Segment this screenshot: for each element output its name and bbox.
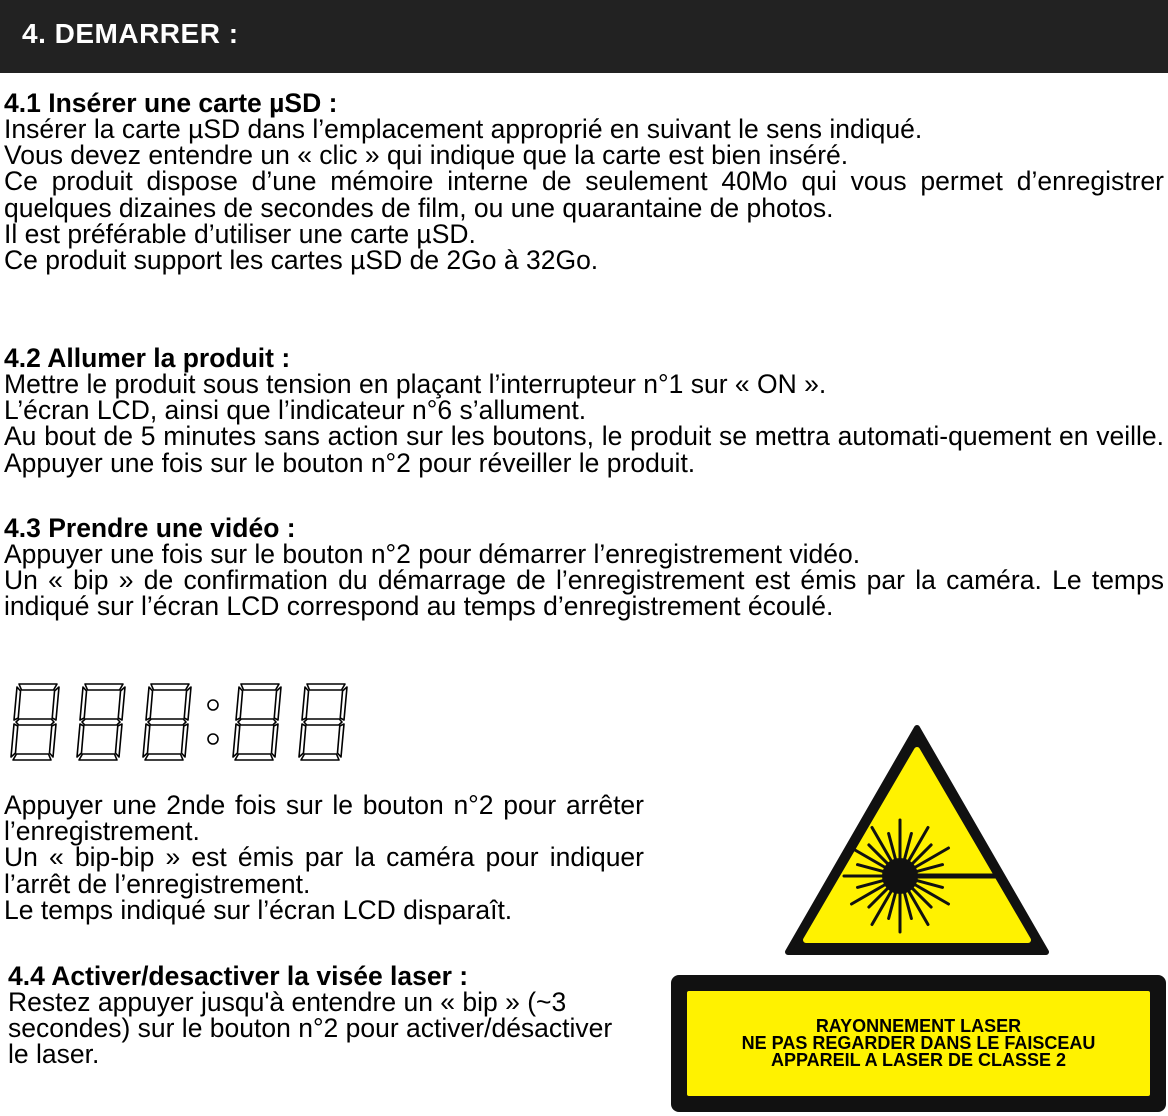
lcd-segment	[236, 687, 243, 720]
lcd-segment	[340, 687, 347, 720]
heading-power-on: 4.2 Allumer la produit :	[4, 343, 291, 373]
heading-insert-card: 4.1 Insérer une carte µSD :	[4, 88, 338, 118]
warning-label-panel	[687, 991, 1150, 1096]
lcd-segment	[13, 754, 51, 760]
paragraph: Appuyer une fois sur le bouton n°2 pour démarrer l’enregistrement vidéo.	[4, 539, 861, 569]
lcd-segment	[16, 719, 54, 725]
paragraph: Appuyer une 2nde fois sur le bouton n°2 pour arrêter l’enregistrement.	[4, 790, 644, 847]
lcd-segment	[299, 724, 306, 757]
lcd-segment	[49, 724, 56, 757]
lcd-segment	[115, 724, 122, 757]
lcd-segment	[302, 687, 309, 720]
section-laser	[8, 963, 638, 1068]
paragraph: Un « bip » de confirmation du démarrage de l’enregistrement est émis par la caméra. Le temps indiqué sur l’écran LCD correspond au temps d’enregistrement écoulé.	[4, 565, 1164, 622]
lcd-segment	[184, 687, 191, 720]
lcd-segment	[235, 754, 273, 760]
lcd-segment	[301, 754, 339, 760]
lcd-segment	[79, 754, 117, 760]
paragraph: Restez appuyer jusqu'à entendre un « bip » (~3 secondes) sur le bouton n°2 pour activer/désactiver le laser.	[8, 987, 613, 1070]
lcd-colon-dot-top	[208, 700, 218, 710]
lcd-segment	[118, 687, 125, 720]
section-insert-card	[4, 88, 1164, 276]
paragraph: L’écran LCD, ainsi que l’indicateur n°6 s’allument.	[4, 395, 587, 426]
section-stop-recording	[4, 792, 644, 923]
section-header	[0, 0, 1168, 73]
lcd-segment	[11, 724, 18, 757]
paragraph: Mettre le produit sous tension en plaçant l’interrupteur n°1 sur « ON ».	[4, 369, 827, 399]
lcd-colon-dot-bottom	[208, 734, 218, 744]
lcd-segment	[77, 724, 84, 757]
lcd-segment	[274, 687, 281, 720]
paragraph: Ce produit support les cartes µSD de 2Go à 32Go.	[4, 245, 599, 276]
paragraph: Il est préférable d’utiliser une carte µSD.	[4, 218, 476, 249]
lcd-segment	[148, 719, 186, 725]
lcd-segment	[271, 724, 278, 757]
paragraph: Au bout de 5 minutes sans action sur les boutons, le produit se mettra automati-quement en veille. Appuyer une fois sur le bouton n°2 pour réveiller le produit.	[4, 421, 1164, 478]
section-power-on	[4, 345, 1164, 476]
lcd-segment	[151, 684, 189, 690]
lcd-segment	[238, 719, 276, 725]
warning-line: APPAREIL A LASER DE CLASSE 2	[770, 1050, 1067, 1070]
section-title: 4. DEMARRER :	[22, 18, 239, 49]
paragraph: Vous devez entendre un « clic » qui indique que la carte est bien inséré.	[4, 140, 849, 171]
heading-laser: 4.4 Activer/desactiver la visée laser :	[8, 961, 469, 991]
lcd-segment	[146, 687, 153, 720]
lcd-segment	[181, 724, 188, 757]
lcd-segment	[52, 687, 59, 720]
lcd-segment	[241, 684, 279, 690]
laser-warning-triangle-icon	[784, 724, 1050, 956]
lcd-segment	[337, 724, 344, 757]
lcd-segment	[19, 684, 57, 690]
lcd-segment	[85, 684, 123, 690]
lcd-segment	[143, 724, 150, 757]
paragraph: Le temps indiqué sur l’écran LCD disparaît.	[4, 894, 513, 925]
lcd-display-icon	[6, 682, 352, 762]
section-video	[4, 515, 1164, 620]
warning-line: RAYONNEMENT LASER	[815, 1016, 1022, 1036]
lcd-segment	[82, 719, 120, 725]
warning-line: NE PAS REGARDER DANS LE FAISCEAU	[741, 1033, 1096, 1053]
lcd-segment	[304, 719, 342, 725]
paragraph: Insérer la carte µSD dans l’emplacement approprié en suivant le sens indiqué.	[4, 114, 923, 144]
paragraph: Un « bip-bip » est émis par la caméra pour indiquer l’arrêt de l’enregistrement.	[4, 842, 644, 899]
lcd-segment	[145, 754, 183, 760]
lcd-segment	[307, 684, 345, 690]
laser-warning-label	[671, 975, 1166, 1112]
lcd-segment	[80, 687, 87, 720]
paragraph: Ce produit dispose d’une mémoire interne de seulement 40Mo qui vous permet d’enregistrer quelques dizaines de secondes de film, ou une quarantaine de photos.	[4, 166, 1164, 223]
heading-video: 4.3 Prendre une vidéo :	[4, 513, 296, 543]
lcd-segment	[233, 724, 240, 757]
lcd-segment	[14, 687, 21, 720]
